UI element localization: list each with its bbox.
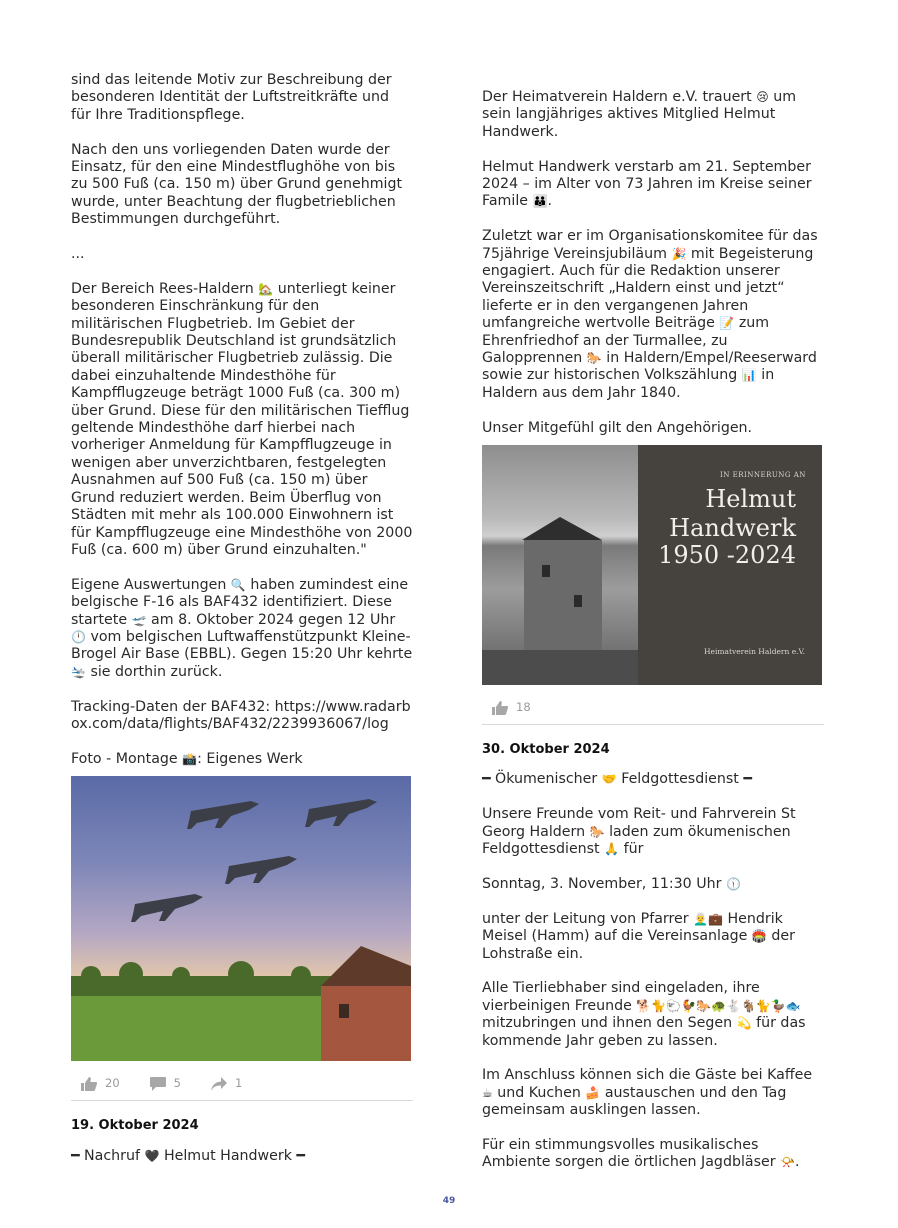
family-icon: 👪 — [532, 194, 548, 209]
text: Der Heimatverein Haldern e.V. trauert — [482, 89, 757, 105]
text: um sein langjähriges aktives Mitglied Helmut Handwerk. — [482, 89, 797, 140]
horse-icon: 🐎 — [586, 351, 602, 366]
camera-icon: 📸 — [182, 751, 198, 766]
search-icon: 🔍 — [230, 577, 246, 592]
share-button[interactable] — [211, 1075, 242, 1092]
text: unter der Leitung von Pfarrer — [482, 910, 694, 927]
paragraph — [482, 1137, 824, 1172]
paragraph — [482, 806, 824, 858]
text: Im Anschluss können sich die Gäste bei Kaffee — [482, 1067, 813, 1084]
text: haben zumindest eine belgische F-16 als BAF432 identifiziert. Diese startete — [71, 576, 409, 628]
paragraph: sind das leitende Motiv zur Beschreibung der besonderen Identität der Luftstreitkräfte und für Ihre Traditionspflege. — [71, 72, 392, 123]
text: Für ein stimmungsvolles musikalisches Ambiente sorgen die örtlichen Jagdbläser — [482, 1136, 781, 1171]
thumbs-up-icon — [81, 1077, 97, 1091]
reaction-bar — [71, 1061, 413, 1101]
name-line: Handwerk — [669, 514, 796, 543]
text: in Haldern aus dem Jahr 1840. — [482, 367, 775, 401]
text: mit Begeisterung engagiert. Auch für die Redaktion unserer Vereinszeitschrift „Haldern einst und jetzt“ lieferte er in den vergangenen Jahren umfangreiche wertvolle Beiträge — [482, 245, 814, 332]
text: für das kommende Jahr geben zu lassen. — [482, 1015, 806, 1049]
text: Foto - Montage — [71, 750, 183, 767]
post-heading — [71, 1148, 413, 1165]
comment-count: 5 — [173, 1075, 181, 1090]
comment-button[interactable] — [150, 1075, 181, 1092]
takeoff-icon: 🛫 — [131, 612, 147, 627]
text: . — [547, 193, 552, 210]
paragraph — [482, 1067, 824, 1119]
text: Feldgottesdienst ━ — [616, 771, 752, 788]
text: unterliegt keiner besonderen Einschränkung für den militärischen Flugbetrieb. Im Gebiet der Bundesrepublik Deutschland ist grundsätzlich überall militärischer Flugbetrieb zulässig. Die dabei einzuhaltende Mindesthöhe für Kampfflugzeuge beträgt 1000 Fuß (ca. 300 m) über Grund. Diese für den militärischen Tiefflug geltende Mindesthöhe darf hierbei nach vorheriger Anmeldung für Kampfflugzeuge in wenigen aber unverzichtbaren, festgelegten Ausnahmen auf 500 Fuß (ca. 150 m) über Grund reduziert werden. Beim Überflug von Städten mit mehr als 100.000 Einwohnern ist für Kampfflugzeuge eine Mindesthöhe von 2000 Fuß (ca. 600 m) über Grund einzuhalten." — [71, 280, 413, 558]
post-heading — [482, 771, 824, 788]
text: mitzubringen und ihnen den Segen — [482, 1015, 737, 1032]
text: Sonntag, 3. November, 11:30 Uhr — [482, 875, 726, 892]
name-line: Helmut — [705, 485, 796, 514]
text: am 8. Oktober 2024 gegen 12 Uhr — [146, 611, 396, 628]
paragraph — [71, 281, 413, 560]
paragraph: ... — [71, 246, 85, 263]
pastor-icon: 👨‍🦳💼 — [693, 911, 723, 926]
paragraph — [482, 876, 824, 893]
share-icon — [211, 1077, 227, 1091]
like-count: 20 — [105, 1075, 120, 1090]
comment-icon — [150, 1077, 166, 1091]
stadium-icon: 🏟️ — [751, 929, 767, 944]
memorial-image — [482, 445, 822, 685]
memo-icon: 📝 — [719, 316, 735, 331]
thumbs-up-icon — [492, 701, 508, 715]
praying-hands-icon: 🙏 — [604, 842, 620, 857]
text: Alle Tierliebhaber sind eingeladen, ihre vierbeinigen Freunde — [482, 980, 760, 1014]
text: Helmut Handwerk ━ — [159, 1147, 305, 1164]
text: Unsere Freunde vom Reit- und Fahrverein St Georg Haldern — [482, 806, 796, 840]
memorial-name — [669, 485, 796, 543]
page-number: 49 — [442, 1196, 456, 1206]
text: vom belgischen Luftwaffenstützpunkt Kleine-Brogel Air Base (EBBL). Gegen 15:20 Uhr kehrte — [71, 628, 413, 663]
house-icon: 🏡 — [258, 281, 274, 296]
paragraph: Nach den uns vorliegenden Daten wurde der Einsatz, für den eine Mindestflughöhe von bis zu 500 Fuß (ca. 150 m) über Grund genehmigt wurde, unter Beachtung der flugbetrieblichen Bestimmungen durchgeführt. — [71, 141, 403, 228]
right-column — [482, 89, 824, 1189]
animals-icon: 🐕🐈🐑🐓🐎🐢🐇🐐🐈🦆🐟 — [636, 998, 801, 1013]
text: sie dorthin zurück. — [85, 663, 223, 680]
paragraph — [482, 228, 824, 402]
text: Der Bereich Rees-Haldern — [71, 280, 259, 297]
text: und Kuchen — [492, 1084, 586, 1101]
black-heart-icon: 🖤 — [144, 1148, 160, 1163]
text: ━ Nachruf — [71, 1147, 145, 1164]
paragraph — [71, 577, 413, 681]
post-date: 30. Oktober 2024 — [482, 742, 610, 758]
text: . — [795, 1154, 800, 1171]
text: Eigene Auswertungen — [71, 576, 231, 593]
photo-caption — [71, 751, 413, 768]
tree-line — [71, 961, 351, 998]
left-column — [71, 72, 413, 1165]
coffee-icon: ☕ — [482, 1085, 493, 1100]
text: ━ Ökumenischer — [482, 771, 602, 788]
like-button[interactable] — [492, 699, 531, 716]
tower-photo — [482, 445, 638, 685]
text: in Haldern/Empel/Reeserward sowie zur historischen Volkszählung — [482, 350, 817, 384]
clock-icon: 🕦 — [725, 876, 741, 891]
paragraph — [482, 911, 824, 963]
memorial-subtitle: IN ERINNERUNG AN — [720, 471, 806, 480]
sparkle-icon: 💫 — [736, 1016, 752, 1031]
cake-icon: 🍰 — [585, 1085, 601, 1100]
tracking-link[interactable]: Tracking-Daten der BAF432: https://www.radarbox.com/data/flights/BAF432/2239936067/log — [71, 698, 411, 732]
post-date: 19. Oktober 2024 — [71, 1118, 199, 1134]
text: für — [619, 841, 644, 858]
text: laden zum ökumenischen Feldgottesdienst — [482, 823, 791, 858]
paragraph — [482, 89, 824, 141]
text: der Lohstraße ein. — [482, 928, 795, 962]
party-popper-icon: 🎉 — [671, 246, 687, 261]
reaction-bar — [482, 685, 824, 725]
like-count: 18 — [516, 699, 531, 714]
memorial-years: 1950 -2024 — [658, 541, 796, 570]
paragraph — [482, 980, 824, 1050]
jets-illustration — [71, 776, 411, 1061]
text: zum Ehrenfriedhof an der Turmallee, zu Galopprennen — [482, 315, 770, 367]
jets-photo — [71, 776, 411, 1061]
clock-icon: 🕛 — [71, 629, 86, 644]
landing-icon: 🛬 — [71, 664, 86, 679]
chart-icon: 📊 — [741, 368, 757, 383]
handshake-icon: 🤝 — [601, 772, 617, 787]
tower-icon — [321, 946, 411, 1061]
jet-icon — [131, 799, 377, 922]
share-count: 1 — [234, 1075, 243, 1090]
text: austauschen und den Tag gemeinsam ausklingen lassen. — [482, 1084, 787, 1119]
text: Hendrik Meisel (Hamm) auf die Vereinsanlage — [482, 910, 783, 945]
paragraph: Unser Mitgefühl gilt den Angehörigen. — [482, 419, 753, 436]
text: Zuletzt war er im Organisationskomitee für das 75jährige Vereinsjubiläum — [482, 228, 818, 262]
text: Helmut Handwerk verstarb am 21. September 2024 – im Alter von 73 Jahren im Kreise seiner Famile — [482, 158, 812, 210]
crying-face-icon: 😢 — [756, 90, 769, 104]
horse-icon: 🐎 — [589, 824, 605, 839]
horn-icon: 📯 — [780, 1155, 796, 1170]
like-button[interactable] — [81, 1075, 120, 1092]
memorial-card — [638, 445, 822, 685]
paragraph — [482, 159, 824, 211]
text: : Eigenes Werk — [197, 750, 303, 767]
tower-icon — [482, 445, 638, 685]
memorial-club: Heimatverein Haldern e.V. — [704, 646, 806, 656]
